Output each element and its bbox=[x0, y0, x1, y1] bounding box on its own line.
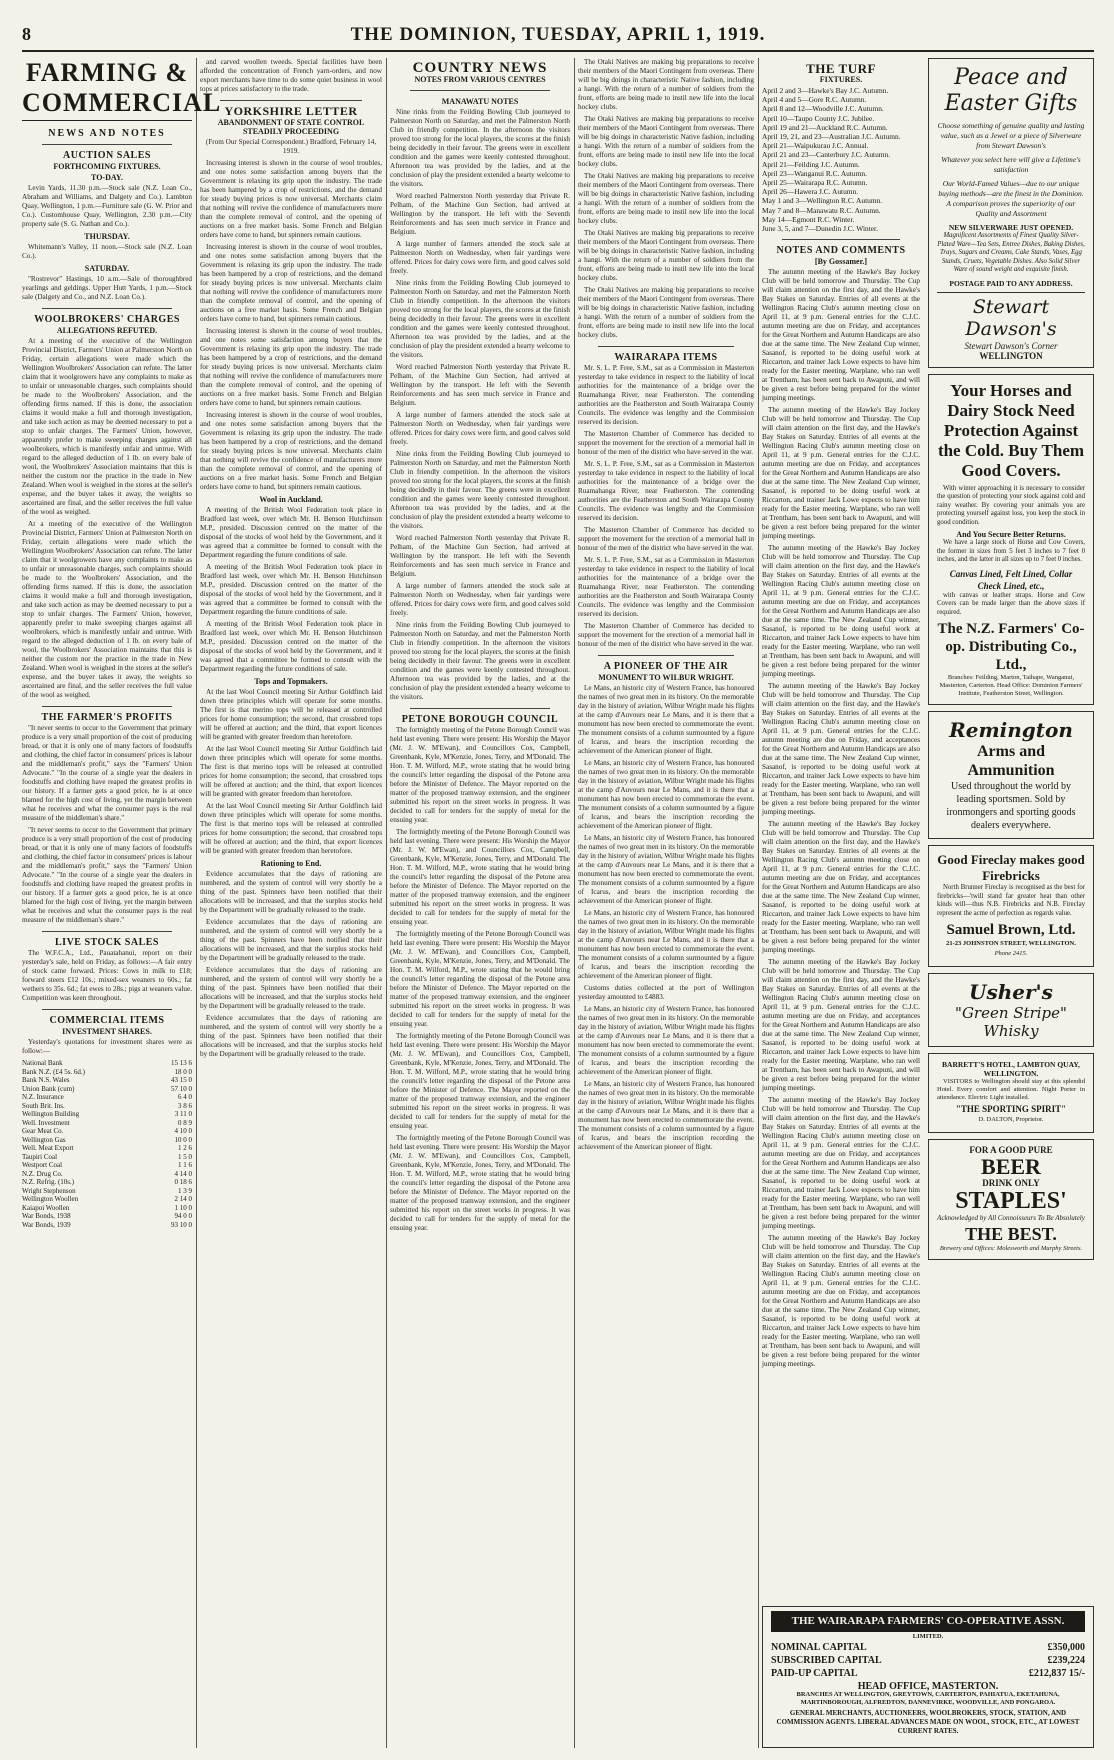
ad-staples-beer bbox=[928, 1139, 1094, 1260]
table-row bbox=[22, 1068, 192, 1077]
column-rule bbox=[758, 58, 759, 1748]
ad-text: LIMITED. bbox=[912, 1633, 944, 1640]
fixture-item: April 19, 21, and 23—Australian J.C. Autumn. bbox=[762, 132, 901, 142]
ad-company: The N.Z. Farmers' Co-op. Distributing Co., Ltd., bbox=[937, 621, 1085, 673]
capital-value: £350,000 bbox=[1047, 1642, 1085, 1653]
table-row bbox=[22, 1076, 192, 1085]
heading-commercial: COMMERCIAL ITEMS bbox=[49, 1015, 165, 1026]
article-text: Nine rinks from the Feilding Bowling Club journeyed to Palmerston North on Saturday, and met the Palmerston North Club in friendly competition. In the afternoon the visitors proved too strong for the local players, the scores at the finish being decidedly in their favour. The greens were in excellent condition and the games were keenly contested throughout. Afternoon tea was provided by the ladies, and at the conclusion of play the president extended a hearty welcome to the visitors. bbox=[390, 450, 570, 530]
ad-wairarapa-farmers bbox=[762, 1606, 1094, 1748]
capital-label: NOMINAL CAPITAL bbox=[771, 1642, 867, 1653]
article-text: The Masterton Chamber of Commerce has decided to support the movement for the erection of a memorial hall in honour of the men of the district who have served in the war. bbox=[578, 430, 754, 456]
share-price: 6 4 0 bbox=[178, 1093, 192, 1101]
article-text: Le Mans, an historic city of Western France, has honoured the names of two great men in its history. On the memorable day in the history of aviation, Wilbur Wright made his flights at the camp d'Auvours near Le Mans, and it is there that a monument has now been erected to commemorate the event. The monument consists of a column surmounted by a figure of Icarus, and bears the inscription recording the achievement of the American pioneer of flight. bbox=[578, 1005, 754, 1076]
divider bbox=[220, 100, 362, 101]
article-text: Word reached Palmerston North yesterday that Private R. Pelham, of the Machine Gun Section, had arrived at Wellington by the transport. He left with the Seventh Reinforcements and has seen much service in France and Belgium. bbox=[390, 363, 570, 407]
ad-horse-covers bbox=[928, 374, 1094, 706]
fixture-item: April 23—Wanganui R.C. Autumn. bbox=[762, 168, 867, 178]
article-text: "It never seems to occur to the Government that primary produce is a very small proportion of the cost of producing bread, or that it is only one of many factors of foodstuffs and clothing, the chief factor in consumers' prices is labour and the middleman's profit," says the "Farmers' Union Advocate." "In the course of a single year the dealers in foodstuffs and clothing have reaped the greatest profits in our history. If a farmer gets a good price, he is at once blamed for the high cost of living, yet the margin between what he receives and what the consumer pays is the real measure of the middleman's share." bbox=[22, 826, 192, 924]
article-text: The W.F.C.A., Ltd., Pauatahanui, report on their yesterday's sale, held on Friday, as follows:—A fair entry of stock came forward. Prices: Cows in milk to £18; forward steers £12 10s.; mixed-sex weaners to 60s.; fat wethers to 35s. 6d.; fat ewes to 28s.; pigs at weaners value. Competition was keen throughout. bbox=[22, 949, 192, 1002]
article-text: The Otaki Natives are making big preparations to receive their members of the Maori Contingent from overseas. There will be big doings in characteristic Native fashion, including a hangi. With the return of a number of soldiers from the front, efforts are being made to instil new life into the local hockey clubs. bbox=[578, 229, 754, 282]
article-text: A meeting of the British Wool Federation took place in Bradford last week, over which Mr. H. Benson Hutchinson M.P., presided. Discussion centred on the matter of the disposal of the stocks of wool held by the Government, and it was agreed that a committee be formed to consult with the Department regarding the future conditions of sale. bbox=[200, 506, 382, 559]
column-country-news bbox=[390, 58, 570, 1748]
page-number: 8 bbox=[22, 24, 31, 44]
fixture-item: April 8 and 12—Woodville J.C. Autumn. bbox=[762, 104, 884, 114]
article-text: Le Mans, an historic city of Western France, has honoured the names of two great men in its history. On the memorable day in the history of aviation, Wilbur Wright made his flights at the camp d'Auvours near Le Mans, and it is there that a monument has now been erected to commemorate the event. The monument consists of a column surmounted by a figure of Icarus, and bears the inscription recording the achievement of the American pioneer of flight. bbox=[578, 834, 754, 905]
article-text: The Otaki Natives are making big preparations to receive their members of the Maori Contingent from overseas. There will be big doings in characteristic Native fashion, including a hangi. With the return of a number of soldiers from the front, efforts are being made to instil new life into the local hockey clubs. bbox=[578, 115, 754, 168]
ad-brand: Stewart Dawson's bbox=[937, 292, 1085, 340]
article-text: Le Mans, an historic city of Western France, has honoured the names of two great men in its history. On the memorable day in the history of aviation, Wilbur Wright made his flights at the camp d'Auvours near Le Mans, and it is there that a monument has now been erected to commemorate the event. The monument consists of a column surmounted by a figure of Icarus, and bears the inscription recording the achievement of the American pioneer of flight. bbox=[578, 909, 754, 980]
ad-title: BARRETT'S HOTEL, LAMBTON QUAY, WELLINGTON. bbox=[942, 1060, 1080, 1078]
ad-brand: Remington bbox=[949, 718, 1073, 742]
fixture-item: April 21—Waipukurau J.C. Annual. bbox=[762, 141, 869, 151]
article-text: The Masterton Chamber of Commerce has decided to support the movement for the erection of a memorial hall in honour of the men of the district who have served in the war. bbox=[578, 622, 754, 648]
table-row bbox=[22, 1085, 192, 1094]
ad-firebricks bbox=[928, 845, 1094, 967]
divider bbox=[410, 708, 550, 709]
ad-text: 21-23 JOHNSTON STREET, WELLINGTON. bbox=[946, 940, 1076, 947]
article-text: Le Mans, an historic city of Western France, has honoured the names of two great men in its history. On the memorable day in the history of aviation, Wilbur Wright made his flights at the camp d'Auvours near Le Mans, and it is there that a monument has now been erected to commemorate the event. The monument consists of a column surmounted by a figure of Icarus, and bears the inscription recording the achievement of the American pioneer of flight. bbox=[578, 1080, 754, 1151]
article-text: Mr. S. L. P. Free, S.M., sat as a Commission in Masterton yesterday to take evidence in respect to the liability of local authorities for the maintenance of a bridge over the Ruamahanga River, near Featherston. The contending authorities are the Featherston and South Wairarapa County Councils. The evidence was lengthy and the Commission reserved its decision. bbox=[578, 460, 754, 522]
article-text: Increasing interest is shown in the course of wool troubles, and one notes some satisfaction among buyers that the Government is relaxing its grip upon the industry. The trade has been hampered by a crop of restrictions, and the demand for steady buying prices is now universal. Merchants claim that nothing will revive the confidence of manufacturers more than the complete removal of control, and the opening of auctions on a free market basis. Some French and Belgian orders have come to hand, but spinners remain cautious. bbox=[200, 411, 382, 491]
ad-remington bbox=[928, 711, 1094, 839]
share-price: 3 11 0 bbox=[174, 1110, 192, 1118]
section-title: FARMING & COMMERCIAL bbox=[22, 58, 192, 121]
ad-text: With winter approaching it is necessary to consider the question of protecting your stock against cold and rainy weather. By covering your animals you are protecting yourself against loss, you keep the stock in good condition. bbox=[937, 484, 1085, 526]
table-row bbox=[22, 1144, 192, 1153]
share-name: N.Z. Drug Co. bbox=[22, 1169, 63, 1178]
subheading: ABANDONMENT OF STATE CONTROL STEADILY PROCEEDING bbox=[217, 118, 365, 136]
masthead-title: THE DOMINION, TUESDAY, APRIL 1, 1919. bbox=[350, 24, 766, 45]
ad-title: BEER bbox=[981, 1154, 1041, 1179]
article-text: Word reached Palmerston North yesterday that Private R. Pelham, of the Machine Gun Section, had arrived at Wellington by the transport. He left with the Seventh Reinforcements and has seen much service in France and Belgium. bbox=[390, 534, 570, 578]
subheading: FORTHCOMING FIXTURES. bbox=[53, 162, 161, 171]
article-text: The Otaki Natives are making big preparations to receive their members of the Maori Contingent from overseas. There will be big doings in characteristic Native fashion, including a hangi. With the return of a number of soldiers from the front, efforts are being made to instil new life into the local hockey clubs. bbox=[578, 172, 754, 225]
subheading: Tops and Topmakers. bbox=[254, 677, 328, 686]
capital-row bbox=[771, 1641, 1085, 1654]
ad-text: VISITORS to Wellington should stay at this splendid Hotel. Every comfort and attention. Night Porter in attendance. Electric Light installed. bbox=[937, 1078, 1085, 1101]
ad-heading: HEAD OFFICE, MASTERTON. bbox=[857, 1681, 999, 1692]
article-text: A large number of farmers attended the stock sale at Palmerston North on Wednesday, when fair yardings were offered. Prices for dairy cows were firm, and good calves sold freely. bbox=[390, 411, 570, 446]
divider bbox=[782, 239, 900, 240]
ad-text: GENERAL MERCHANTS, AUCTIONEERS, WOOLBROKERS, STOCK, STATION, AND COMMISSION AGENTS. LIBERAL ADVANCES MADE ON WOOL, STOCK, ETC., AT LOWEST CURRENT RATES. bbox=[776, 1709, 1080, 1735]
fixture-item: April 10—Taupo County J.C. Jubilee. bbox=[762, 113, 875, 123]
article-text: The Otaki Natives are making big preparations to receive their members of the Maori Contingent from overseas. There will be big doings in characteristic Native fashion, including a hangi. With the return of a number of soldiers from the front, efforts are being made to instil new life into the local hockey clubs. bbox=[578, 286, 754, 339]
share-price: 4 14 0 bbox=[174, 1169, 192, 1178]
table-row bbox=[22, 1153, 192, 1162]
fixture-item: April 26—Hawera J.C. Autumn. bbox=[762, 187, 859, 197]
share-name: N.Z. Insurance bbox=[22, 1093, 64, 1101]
article-text: The Otaki Natives are making big preparations to receive their members of the Maori Contingent from overseas. There will be big doings in characteristic Native fashion, including a hangi. With the return of a number of soldiers from the front, efforts are being made to instil new life into the local hockey clubs. bbox=[578, 58, 754, 111]
ad-heading: NEW SILVERWARE JUST OPENED. bbox=[948, 223, 1074, 232]
share-name: Wellington Woollen bbox=[22, 1195, 79, 1203]
subheading: Wool in Auckland. bbox=[259, 495, 323, 504]
divider bbox=[598, 655, 734, 656]
ad-text: BRANCHES AT WELLINGTON, GREYTOWN, CARTERTON, PAHIATUA, EKETAHUNA, MARTINBOROUGH, ALFREDTON, DANNEVIRKE, WOODVILLE, AND PONGAROA. bbox=[796, 1691, 1060, 1706]
ad-heading: Canvas Lined, Felt Lined, Collar Check Lined, etc., bbox=[949, 568, 1073, 591]
share-name: N.Z. Refrig. (10s.) bbox=[22, 1178, 75, 1186]
ad-title: Your Horses and Dairy Stock Need Protection Against the Cold. Buy Them Good Covers. bbox=[937, 380, 1085, 480]
article-text: The autumn meeting of the Hawke's Bay Jockey Club will be held tomorrow and Thursday. The Cup will claim attention on the first day, and the Hawke's Bay Stakes on Saturday. Entries of all events at the Wellington Racing Club's autumn meeting close on April 11, at 9 p.m. General entries for the C.J.C. autumn meeting are due on Friday, and acceptances for the Great Northern and Autumn Handicaps are also due at the same time. The New Zealand Cup winner, Sasanof, is reported to be doing useful work at Riccarton, and trainer Jack Lowe expects to have him ready for the Easter meeting. Warplane, who ran well at Trentham, has been sent back to Awapuni, and will be given a rest before being prepared for the winter jumping meetings. bbox=[762, 1234, 920, 1369]
ad-barretts-hotel bbox=[928, 1053, 1094, 1133]
article-text: The autumn meeting of the Hawke's Bay Jockey Club will be held tomorrow and Thursday. The Cup will claim attention on the first day, and the Hawke's Bay Stakes on Saturday. Entries of all events at the Wellington Racing Club's autumn meeting close on April 11, at 9 p.m. General entries for the C.J.C. autumn meeting are due on Friday, and acceptances for the Great Northern and Autumn Handicaps are also due at the same time. The New Zealand Cup winner, Sasanof, is reported to be doing useful work at Riccarton, and trainer Jack Lowe expects to have him ready for the Easter meeting. Warplane, who ran well at Trentham, has been sent back to Awapuni, and will be given a rest before being prepared for the winter jumping meetings. bbox=[762, 682, 920, 817]
table-row bbox=[22, 1059, 192, 1068]
share-price: 18 0 0 bbox=[174, 1067, 192, 1076]
ad-brand: STAPLES' bbox=[955, 1188, 1067, 1214]
byline: [By Gossamer.] bbox=[814, 257, 868, 267]
section-subtitle: NEWS AND NOTES bbox=[48, 128, 166, 139]
table-row bbox=[22, 1204, 192, 1213]
ad-usher-whisky bbox=[928, 973, 1094, 1047]
article-text: Le Mans, an historic city of Western France, has honoured the names of two great men in its history. On the memorable day in the history of aviation, Wilbur Wright made his flights at the camp d'Auvours near Le Mans, and it is there that a monument has now been erected to commemorate the event. The monument consists of a column surmounted by a figure of Icarus, and bears the inscription recording the achievement of the American pioneer of flight. bbox=[578, 759, 754, 830]
article-text: The fortnightly meeting of the Petone Borough Council was held last evening. There were present: His Worship the Mayor (Mr. J. W. M'Ewan), and Councillors Cox, Campbell, Greenbank, Kyle, M'Kenzie, Jones, Terry, and M'Donald. The Hon. T. M. Wilford, M.P., wrote stating that he would bring the council's letter regarding the disposal of the Petone area before the Minister of Defence. The Mayor reported on the matter of the proposed tramway extension, and the engineer submitted his report on the street works in progress. It was decided to call for tenders for the supply of metal for the ensuing year. bbox=[390, 828, 570, 926]
ad-text: Our World-Famed Values—due to our unique buying methods—are the finest in the Dominion. A comparison proves the superiority of our Quality and Assortment bbox=[938, 179, 1084, 218]
article-text: Increasing interest is shown in the course of wool troubles, and one notes some satisfaction among buyers that the Government is relaxing its grip upon the industry. The trade has been hampered by a crop of restrictions, and the demand for steady buying prices is now universal. Merchants claim that nothing will revive the confidence of manufacturers more than the complete removal of control, and the opening of auctions on a free market basis. Some French and Belgian orders have come to hand, but spinners remain cautious. bbox=[200, 327, 382, 407]
table-row bbox=[22, 1136, 192, 1145]
share-name: Westport Coal bbox=[22, 1161, 63, 1169]
ad-text: Branches: Feilding, Marton, Taihape, Wanganui, Masterton, Carterton. Head Office: Dominion Farmers' Institute, Featherston Street, Wellington. bbox=[939, 674, 1083, 697]
table-row bbox=[22, 1187, 192, 1196]
table-row bbox=[22, 1110, 192, 1119]
article-text: Nine rinks from the Feilding Bowling Club journeyed to Palmerston North on Saturday, and met the Palmerston North Club in friendly competition. In the afternoon the visitors proved too strong for the local players, the scores at the finish being decidedly in their favour. The greens were in excellent condition and the games were keenly contested throughout. Afternoon tea was provided by the ladies, and at the conclusion of play the president extended a hearty welcome to the visitors. bbox=[390, 621, 570, 701]
share-price: 2 14 0 bbox=[174, 1195, 192, 1203]
fixture-item: May 1 and 3—Wellington R.C. Autumn. bbox=[762, 196, 883, 206]
ad-heading: And You Secure Better Returns. bbox=[956, 530, 1066, 539]
article-text: Evidence accumulates that the days of rationing are numbered, and the system of control will very shortly be a thing of the past. Spinners have been notified that their allocations will be increased, and that the surplus stocks held by the Department will be gradually released to the trade. bbox=[200, 966, 382, 1010]
column-rule bbox=[386, 58, 387, 1748]
fixture-item: June 3, 5, and 7—Dunedin J.C. Winter. bbox=[762, 224, 878, 234]
share-name: Well. Meat Export bbox=[22, 1144, 74, 1152]
capital-label: PAID-UP CAPITAL bbox=[771, 1668, 858, 1679]
masthead bbox=[22, 22, 1094, 52]
ad-title: THE WAIRARAPA FARMERS' CO-OPERATIVE ASSN. bbox=[771, 1611, 1085, 1632]
column-local-items bbox=[578, 58, 754, 1748]
article-text: Nine rinks from the Feilding Bowling Club journeyed to Palmerston North on Saturday, and met the Palmerston North Club in friendly competition. In the afternoon the visitors proved too strong for the local players, the scores at the finish being decidedly in their favour. The greens were in excellent condition and the games were keenly contested throughout. Afternoon tea was provided by the ladies, and at the conclusion of play the president extended a hearty welcome to the visitors. bbox=[390, 108, 570, 188]
article-text: Evidence accumulates that the days of rationing are numbered, and the system of control will very shortly be a thing of the past. Spinners have been notified that their allocations will be increased, and that the surplus stocks held by the Department will be gradually released to the trade. bbox=[200, 918, 382, 962]
share-price: 57 10 0 bbox=[171, 1084, 192, 1093]
heading-pioneer-air: A PIONEER OF THE AIR bbox=[603, 661, 729, 672]
article-text: At the last Wool Council meeting Sir Arthur Goldfinch laid down three principles which will operate for some months. The first is that merino tops will be released at controlled prices for home consumption; the second, that crossbred tops will be offered at auction; and the third, that export licences will be granted with greater freedom than heretofore. bbox=[200, 802, 382, 855]
subheading: FIXTURES. bbox=[819, 75, 863, 84]
divider bbox=[42, 144, 172, 145]
subheading: THURSDAY. bbox=[84, 232, 130, 241]
advertisements bbox=[928, 58, 1094, 1748]
divider bbox=[42, 1009, 172, 1010]
subheading: MANAWATU NOTES bbox=[441, 97, 519, 106]
article-text: The fortnightly meeting of the Petone Borough Council was held last evening. There were present: His Worship the Mayor (Mr. J. W. M'Ewan), and Councillors Cox, Campbell, Greenbank, Kyle, M'Kenzie, Jones, Terry, and M'Donald. The Hon. T. M. Wilford, M.P., wrote stating that he would bring the council's letter regarding the disposal of the Petone area before the Minister of Defence. The Mayor reported on the matter of the proposed tramway extension, and the engineer submitted his report on the street works in progress. It was decided to call for tenders for the supply of metal for the ensuing year. bbox=[390, 726, 570, 824]
fixture-item: May 14—Egmont R.C. Winter. bbox=[762, 214, 855, 224]
article-text: A large number of farmers attended the stock sale at Palmerston North on Wednesday, when fair yardings were offered. Prices for dairy cows were firm, and good calves sold freely. bbox=[390, 582, 570, 617]
ad-text: Phone 2415. bbox=[994, 950, 1028, 957]
table-row bbox=[22, 1178, 192, 1187]
article-text: Increasing interest is shown in the course of wool troubles, and one notes some satisfaction among buyers that the Government is relaxing its grip upon the industry. The trade has been hampered by a crop of restrictions, and the demand for steady buying prices is now universal. Merchants claim that nothing will revive the confidence of manufacturers more than the complete removal of control, and the opening of auctions on a free market basis. Some French and Belgian orders have come to hand, but spinners remain cautious. bbox=[200, 159, 382, 239]
article-text: The autumn meeting of the Hawke's Bay Jockey Club will be held tomorrow and Thursday. The Cup will claim attention on the first day, and the Hawke's Bay Stakes on Saturday. Entries of all events at the Wellington Racing Club's autumn meeting close on April 11, at 9 p.m. General entries for the C.J.C. autumn meeting are due on Friday, and acceptances for the Great Northern and Autumn Handicaps are also due at the same time. The New Zealand Cup winner, Sasanof, is reported to be doing useful work at Riccarton, and trainer Jack Lowe expects to have him ready for the Easter meeting. Warplane, who ran well at Trentham, has been sent back to Awapuni, and will be given a rest before being prepared for the winter jumping meetings. bbox=[762, 544, 920, 679]
article-text: Customs duties collected at the port of Wellington yesterday amounted to £4883. bbox=[578, 984, 754, 1001]
table-row bbox=[22, 1093, 192, 1102]
ad-text: with canvas or leather straps. Horse and Cow Covers can be made larger than the above sizes if required. bbox=[937, 591, 1085, 616]
article-text: Le Mans, an historic city of Western France, has honoured the names of two great men in its history. On the memorable day in the history of aviation, Wilbur Wright made his flights at the camp d'Auvours near Le Mans, and it is there that a monument has now been erected to commemorate the event. The monument consists of a column surmounted by a figure of Icarus, and bears the inscription recording the achievement of the American pioneer of flight. bbox=[578, 684, 754, 755]
fixture-item: April 25—Wairarapa R.C. Autumn. bbox=[762, 178, 868, 188]
heading-petone-council: PETONE BOROUGH COUNCIL bbox=[401, 714, 559, 725]
ad-title: Peace and Easter Gifts bbox=[944, 65, 1078, 116]
share-name: Taupiri Coal bbox=[22, 1152, 58, 1161]
shares-table bbox=[22, 1059, 192, 1229]
ad-text: We have a large stock of Horse and Cow Covers, the former in sizes from 5 feet 3 inches to 7 feet 0 inches, and the latter in all sizes up to 7 feet 0 inches. bbox=[937, 539, 1085, 563]
ad-company: Samuel Brown, Ltd. bbox=[946, 922, 1076, 938]
share-name: War Bonds, 1938 bbox=[22, 1212, 71, 1220]
ad-peace-easter-gifts bbox=[928, 58, 1094, 368]
article-text: A meeting of the British Wool Federation took place in Bradford last week, over which Mr. H. Benson Hutchinson M.P., presided. Discussion centred on the matter of the disposal of the stocks of wool held by the Government, and it was agreed that a committee be formed to consult with the Department regarding the future conditions of sale. bbox=[200, 563, 382, 616]
ad-title: Good Fireclay makes good Firebricks bbox=[937, 852, 1085, 883]
article-text: Yesterday's quotations for investment shares were as follow:— bbox=[22, 1038, 192, 1055]
article-text: The fortnightly meeting of the Petone Borough Council was held last evening. There were present: His Worship the Mayor (Mr. J. W. M'Ewan), and Councillors Cox, Campbell, Greenbank, Kyle, M'Kenzie, Jones, Terry, and M'Donald. The Hon. T. M. Wilford, M.P., wrote stating that he would bring the council's letter regarding the disposal of the Petone area before the Minister of Defence. The Mayor reported on the matter of the proposed tramway extension, and the engineer submitted his report on the street works in progress. It was decided to call for tenders for the supply of metal for the ensuing year. bbox=[390, 1032, 570, 1130]
share-name: Wright Stephenson bbox=[22, 1186, 76, 1195]
table-row bbox=[22, 1161, 192, 1170]
divider bbox=[42, 308, 172, 309]
share-name: South Brit. Ins. bbox=[22, 1101, 65, 1110]
article-text: Mr. S. L. P. Free, S.M., sat as a Commission in Masterton yesterday to take evidence in respect to the liability of local authorities for the maintenance of a bridge over the Ruamahanga River, near Featherston. The contending authorities are the Featherston and South Wairarapa County Councils. The evidence was lengthy and the Commission reserved its decision. bbox=[578, 556, 754, 618]
article-text: "Rostrevor" Hastings, 10 a.m.—Sale of thoroughbred yearlings and geldings. Upper Hutt Yards, 1 p.m.—Stock sale (Dalgety and Co., and N.Z. Loan Co.). bbox=[22, 275, 192, 301]
share-price: 0 8 9 bbox=[178, 1118, 192, 1127]
share-name: Well. Investment bbox=[22, 1118, 70, 1127]
ad-text: D. DALTON, Proprietor. bbox=[978, 1116, 1044, 1123]
heading-live-stock: LIVE STOCK SALES bbox=[55, 937, 159, 948]
article-text: The autumn meeting of the Hawke's Bay Jockey Club will be held tomorrow and Thursday. The Cup will claim attention on the first day, and the Hawke's Bay Stakes on Saturday. Entries of all events at the Wellington Racing Club's autumn meeting close on April 11, at 9 p.m. General entries for the C.J.C. autumn meeting are due on Friday, and acceptances for the Great Northern and Autumn Handicaps are also due at the same time. The New Zealand Cup winner, Sasanof, is reported to be doing useful work at Riccarton, and trainer Jack Lowe expects to have him ready for the Easter meeting. Warplane, who ran well at Trentham, has been sent back to Awapuni, and will be given a rest before being prepared for the winter jumping meetings. bbox=[762, 268, 920, 403]
ad-text: Magnificent Assortments of Finest Quality Silver-Plated Ware—Tea Sets, Entree Dishes, Baking Dishes, Trays, Sugars and Creams, Cake Stands, Vases, Egg Stands, Cruets, Vegetable Dishes. Also Solid Silver Ware of sound weight and exquisite finish. bbox=[937, 232, 1085, 273]
fixture-item: April 2 and 3—Hawke's Bay J.C. Autumn. bbox=[762, 86, 889, 95]
fixture-item: April 21 and 23—Canterbury J.C. Autumn. bbox=[762, 150, 891, 160]
capital-row bbox=[771, 1654, 1085, 1667]
share-name: War Bonds, 1939 bbox=[22, 1220, 71, 1229]
divider bbox=[42, 931, 172, 932]
article-text: The autumn meeting of the Hawke's Bay Jockey Club will be held tomorrow and Thursday. The Cup will claim attention on the first day, and the Hawke's Bay Stakes on Saturday. Entries of all events at the Wellington Racing Club's autumn meeting close on April 11, at 9 p.m. General entries for the C.J.C. autumn meeting are due on Friday, and acceptances for the Great Northern and Autumn Handicaps are also due at the same time. The New Zealand Cup winner, Sasanof, is reported to be doing useful work at Riccarton, and trainer Jack Lowe expects to have him ready for the Easter meeting. Warplane, who ran well at Trentham, has been sent back to Awapuni, and will be given a rest before being prepared for the winter jumping meetings. bbox=[762, 820, 920, 955]
share-name: Kaiapoi Woollen bbox=[22, 1203, 70, 1212]
ad-text: North Brunner Fireclay is recognised as the best for firebricks—'twill stand far greater heat than other kinds will—thus N.B. Firebricks and N.B. Fireclay represent the acme of perfection as regards value. bbox=[937, 884, 1085, 917]
article-text: At a meeting of the executive of the Wellington Provincial District, Farmers' Union at Palmerston North on Friday, certain allegations were made which the Wellington Woolbrokers' Association can refute. The latter claim that it woolgrowers have any complaints to make as to unfair or unreasonable charges, such complaints should be made to the Woolbrokers' Association, and the offending firms named. If this is done, the association claims it would make a full and thorough investigation, and take such action as may be deemed necessary to put a stop to unfair charges. The Farmers' Union, however, apparently prefer to make sweeping charges against all woolbrokers, which is manifestly unfair and untrue. With regard to the alleged deduction of 1 lb. on every bale of wool, the Woolbrokers' Association maintains that this is neither the custom nor the practice in the trade in New Zealand. When wool is weighed in the stores at the seller's expense, and the buyer takes it away, the weights so ascertained are final, and the seller receives the full value of the wool as weighed. bbox=[22, 337, 192, 516]
article-text: The autumn meeting of the Hawke's Bay Jockey Club will be held tomorrow and Thursday. The Cup will claim attention on the first day, and the Hawke's Bay Stakes on Saturday. Entries of all events at the Wellington Racing Club's autumn meeting close on April 11, at 9 p.m. General entries for the C.J.C. autumn meeting are due on Friday, and acceptances for the Great Northern and Autumn Handicaps are also due at the same time. The New Zealand Cup winner, Sasanof, is reported to be doing useful work at Riccarton, and trainer Jack Lowe expects to have him ready for the Easter meeting. Warplane, who ran well at Trentham, has been sent back to Awapuni, and will be given a rest before being prepared for the winter jumping meetings. bbox=[762, 1096, 920, 1231]
table-row bbox=[22, 1212, 192, 1221]
article-text: At a meeting of the executive of the Wellington Provincial District, Farmers' Union at Palmerston North on Friday, certain allegations were made which the Wellington Woolbrokers' Association can refute. The latter claim that it woolgrowers have any complaints to make as to unfair or unreasonable charges, such complaints should be made to the Woolbrokers' Association, and the offending firms named. If this is done, the association claims it would make a full and thorough investigation, and take such action as may be deemed necessary to put a stop to unfair charges. The Farmers' Union, however, apparently prefer to make sweeping charges against all woolbrokers, which is manifestly unfair and untrue. With regard to the alleged deduction of 1 lb. on every bale of wool, the Woolbrokers' Association maintains that this is neither the custom nor the practice in the trade in New Zealand. When wool is weighed in the stores at the seller's expense, and the buyer takes it away, the weights so ascertained are final, and the seller receives the full value of the wool as weighed. bbox=[22, 520, 192, 699]
article-text: At the last Wool Council meeting Sir Arthur Goldfinch laid down three principles which will operate for some months. The first is that merino tops will be released at controlled prices for home consumption; the second, that crossbred tops will be offered at auction; and the third, that export licences will be granted with greater freedom than heretofore. bbox=[200, 688, 382, 741]
subheading: MONUMENT TO WILBUR WRIGHT. bbox=[598, 673, 734, 682]
share-name: Bank N.Z. (£4 5s. 6d.) bbox=[22, 1067, 85, 1076]
share-name: National Bank bbox=[22, 1059, 63, 1067]
heading-country-news: COUNTRY NEWS bbox=[412, 60, 548, 76]
article-text: Whitemann's Valley, 11 noon.—Stock sale (N.Z. Loan Co.). bbox=[22, 243, 192, 260]
share-price: 94 0 0 bbox=[174, 1212, 192, 1220]
heading-turf: THE TURF bbox=[806, 61, 876, 76]
ad-title: Arms and Ammunition bbox=[967, 743, 1055, 779]
column-rule bbox=[196, 58, 197, 1748]
ad-text: WELLINGTON bbox=[979, 350, 1043, 361]
share-price: 1 3 9 bbox=[178, 1186, 192, 1195]
byline: (From Our Special Correspondent.) Bradford, February 14, 1919. bbox=[205, 138, 377, 155]
fixture-item: May 7 and 8—Manawatu R.C. Autumn. bbox=[762, 205, 881, 215]
article-text: Evidence accumulates that the days of rationing are numbered, and the system of control will very shortly be a thing of the past. Spinners have been notified that their allocations will be increased, and that the surplus stocks held by the Department will be gradually released to the trade. bbox=[200, 870, 382, 914]
article-text: The fortnightly meeting of the Petone Borough Council was held last evening. There were present: His Worship the Mayor (Mr. J. W. M'Ewan), and Councillors Cox, Campbell, Greenbank, Kyle, M'Kenzie, Jones, Terry, and M'Donald. The Hon. T. M. Wilford, M.P., wrote stating that he would bring the council's letter regarding the disposal of the Petone area before the Minister of Defence. The Mayor reported on the matter of the proposed tramway extension, and the engineer submitted his report on the street works in progress. It was decided to call for tenders for the supply of metal for the ensuing year. bbox=[390, 930, 570, 1028]
capital-label: SUBSCRIBED CAPITAL bbox=[771, 1655, 882, 1666]
ad-title: "Green Stripe" Whisky bbox=[955, 1004, 1067, 1040]
ad-text: DRINK ONLY bbox=[982, 1178, 1040, 1188]
column-turf-and-ads bbox=[762, 58, 1094, 1748]
article-text: The autumn meeting of the Hawke's Bay Jockey Club will be held tomorrow and Thursday. The Cup will claim attention on the first day, and the Hawke's Bay Stakes on Saturday. Entries of all events at the Wellington Racing Club's autumn meeting close on April 11, at 9 p.m. General entries for the C.J.C. autumn meeting are due on Friday, and acceptances for the Great Northern and Autumn Handicaps are also due at the same time. The New Zealand Cup winner, Sasanof, is reported to be doing useful work at Riccarton, and trainer Jack Lowe expects to have him ready for the Easter meeting. Warplane, who ran well at Trentham, has been sent back to Awapuni, and will be given a rest before being prepared for the winter jumping meetings. bbox=[762, 958, 920, 1093]
capital-row bbox=[771, 1667, 1085, 1680]
article-text: Evidence accumulates that the days of rationing are numbered, and the system of control will very shortly be a thing of the past. Spinners have been notified that their allocations will be increased, and that the surplus stocks held by the Department will be gradually released to the trade. bbox=[200, 1014, 382, 1058]
subheading: SATURDAY. bbox=[84, 264, 130, 273]
article-text: Word reached Palmerston North yesterday that Private R. Pelham, of the Machine Gun Section, had arrived at Wellington by the transport. He left with the Seventh Reinforcements and has seen much service in France and Belgium. bbox=[390, 192, 570, 236]
ad-text: FOR A GOOD PURE bbox=[969, 1145, 1053, 1155]
table-row bbox=[22, 1221, 192, 1230]
divider bbox=[598, 346, 734, 347]
heading-notes-comments: NOTES AND COMMENTS bbox=[776, 245, 906, 257]
article-text: The Masterton Chamber of Commerce has decided to support the movement for the erection of a memorial hall in honour of the men of the district who have served in the war. bbox=[578, 526, 754, 552]
ad-text: Used throughout the world by leading sportsmen. Sold by ironmongers and sporting goods dealers everywhere. bbox=[946, 781, 1076, 831]
ad-heading: POSTAGE PAID TO ANY ADDRESS. bbox=[949, 278, 1073, 288]
capital-value: £212,837 15/- bbox=[1028, 1668, 1085, 1679]
share-name: Union Bank (cum) bbox=[22, 1084, 75, 1093]
share-name: Bank N.S. Wales bbox=[22, 1076, 70, 1084]
subheading: TO-DAY. bbox=[91, 173, 123, 182]
article-text: The fortnightly meeting of the Petone Borough Council was held last evening. There were present: His Worship the Mayor (Mr. J. W. M'Ewan), and Councillors Cox, Campbell, Greenbank, Kyle, M'Kenzie, Jones, Terry, and M'Donald. The Hon. T. M. Wilford, M.P., wrote stating that he would bring the council's letter regarding the disposal of the Petone area before the Minister of Defence. The Mayor reported on the matter of the proposed tramway extension, and the engineer submitted his report on the street works in progress. It was decided to call for tenders for the supply of metal for the ensuing year. bbox=[390, 1134, 570, 1232]
article-text: The autumn meeting of the Hawke's Bay Jockey Club will be held tomorrow and Thursday. The Cup will claim attention on the first day, and the Hawke's Bay Stakes on Saturday. Entries of all events at the Wellington Racing Club's autumn meeting close on April 11, at 9 p.m. General entries for the C.J.C. autumn meeting are due on Friday, and acceptances for the Great Northern and Autumn Handicaps are also due at the same time. The New Zealand Cup winner, Sasanof, is reported to be doing useful work at Riccarton, and trainer Jack Lowe expects to have him ready for the Easter meeting. Warplane, who ran well at Trentham, has been sent back to Awapuni, and will be given a rest before being prepared for the winter jumping meetings. bbox=[762, 406, 920, 541]
article-text: At the last Wool Council meeting Sir Arthur Goldfinch laid down three principles which will operate for some months. The first is that merino tops will be released at controlled prices for home consumption; the second, that crossbred tops will be offered at auction; and the third, that export licences will be granted with greater freedom than heretofore. bbox=[200, 745, 382, 798]
article-text: Nine rinks from the Feilding Bowling Club journeyed to Palmerston North on Saturday, and met the Palmerston North Club in friendly competition. In the afternoon the visitors proved too strong for the local players, the scores at the finish being decidedly in their favour. The greens were in excellent condition and the games were keenly contested throughout. Afternoon tea was provided by the ladies, and at the conclusion of play the president extended a hearty welcome to the visitors. bbox=[390, 279, 570, 359]
column-yorkshire bbox=[200, 58, 382, 1748]
fixtures-list bbox=[762, 86, 920, 233]
article-text: A meeting of the British Wool Federation took place in Bradford last week, over which Mr. H. Benson Hutchinson M.P., presided. Discussion centred on the matter of the disposal of the stocks of wool held by the Government, and it was agreed that a committee be formed to consult with the Department regarding the future conditions of sale. bbox=[200, 620, 382, 673]
ad-heading: "THE SPORTING SPIRIT" bbox=[955, 1104, 1067, 1114]
article-text: "It never seems to occur to the Government that primary produce is a very small proportion of the cost of producing bread, or that it is only one of many factors of foodstuffs and clothing, the chief factor in consumers' prices is labour and the middleman's profit," says the "Farmers' Union Advocate." "In the course of a single year the dealers in foodstuffs and clothing have reaped the greatest profits in our history. If a farmer gets a good price, he is at once blamed for the high cost of living, yet the margin between what he receives and what the consumer pays is the real measure of the middleman's share." bbox=[22, 724, 192, 822]
share-price: 1 2 6 bbox=[178, 1144, 192, 1152]
article-text: and carved woollen tweeds. Special facilities have been afforded the concentration of French yarn-orders, and now export merchants have time to do some quiet business in wool tops at prices satisfactory to the trade. bbox=[200, 58, 382, 93]
column-farming bbox=[22, 58, 222, 1748]
share-price: 10 0 0 bbox=[174, 1135, 192, 1144]
table-row bbox=[22, 1170, 192, 1179]
share-price: 1 1 6 bbox=[178, 1161, 192, 1169]
divider bbox=[42, 706, 172, 707]
ad-text: Acknowledged by All Connoisseurs To Be Absolutely bbox=[937, 1214, 1085, 1222]
share-name: Gear Meat Co. bbox=[22, 1127, 64, 1135]
subheading: INVESTMENT SHARES. bbox=[62, 1027, 152, 1036]
heading-farmers-profits: THE FARMER'S PROFITS bbox=[41, 712, 173, 723]
article-text: A large number of farmers attended the stock sale at Palmerston North on Wednesday, when fair yardings were offered. Prices for dairy cows were firm, and good calves sold freely. bbox=[390, 240, 570, 275]
ad-brand: Usher's bbox=[969, 980, 1053, 1004]
divider bbox=[410, 90, 550, 91]
ad-text: THE BEST. bbox=[965, 1224, 1057, 1244]
share-price: 93 10 0 bbox=[171, 1220, 192, 1229]
share-price: 43 15 0 bbox=[171, 1076, 192, 1084]
ad-text: Choose something of genuine quality and lasting value, such as a Jewel or a piece of Silverware from Stewart Dawson's bbox=[937, 121, 1085, 150]
share-name: Wellington Gas bbox=[22, 1135, 66, 1144]
article-text: Levin Yards, 11.30 p.m.—Stock sale (N.Z. Loan Co., Abraham and Williams, and Dalgety and Co.). Lambton Quay, Wellington, 1 p.m.—Furniture sale (G. W. Prior and Co.). Customhouse Quay, Wellington, 2.30 p.m.—City property sale (S. G. Nathan and Co.). bbox=[22, 184, 192, 228]
share-price: 4 10 0 bbox=[174, 1127, 192, 1135]
ad-text: Whatever you select here will give a Lifetime's satisfaction bbox=[941, 155, 1081, 174]
ad-text: Brewery and Offices: Molesworth and Murphy Streets. bbox=[939, 1245, 1083, 1252]
share-name: Wellington Building bbox=[22, 1110, 80, 1118]
share-price: 1 10 0 bbox=[174, 1203, 192, 1212]
heading-wairarapa-items: WAIRARAPA ITEMS bbox=[614, 352, 718, 363]
column-rule bbox=[574, 58, 575, 1748]
table-row bbox=[22, 1119, 192, 1128]
capital-value: £239,224 bbox=[1047, 1655, 1085, 1666]
share-price: 3 8 6 bbox=[178, 1101, 192, 1110]
turf-section bbox=[762, 58, 920, 1748]
fixture-item: April 19 and 21—Auckland R.C. Autumn. bbox=[762, 122, 888, 132]
capital-list bbox=[771, 1641, 1085, 1680]
article-text: Increasing interest is shown in the course of wool troubles, and one notes some satisfaction among buyers that the Government is relaxing its grip upon the industry. The trade has been hampered by a crop of restrictions, and the demand for steady buying prices is now universal. Merchants claim that nothing will revive the confidence of manufacturers more than the complete removal of control, and the opening of auctions on a free market basis. Some French and Belgian orders have come to hand, but spinners remain cautious. bbox=[200, 243, 382, 323]
fixture-item: April 4 and 5—Gore R.C. Autumn. bbox=[762, 95, 867, 105]
subheading: NOTES FROM VARIOUS CENTRES bbox=[414, 75, 546, 84]
table-row bbox=[22, 1127, 192, 1136]
subheading: Rationing to End. bbox=[260, 859, 322, 868]
heading-yorkshire-letter: YORKSHIRE LETTER bbox=[224, 104, 358, 118]
subheading: ALLEGATIONS REFUTED. bbox=[56, 326, 158, 335]
ad-text: Stewart Dawson's Corner bbox=[964, 340, 1058, 351]
table-row bbox=[22, 1195, 192, 1204]
share-price: 15 13 6 bbox=[171, 1059, 192, 1067]
share-price: 1 5 0 bbox=[178, 1152, 192, 1161]
fixture-item: April 21—Feilding J.C. Autumn. bbox=[762, 159, 860, 169]
heading-auction-sales: AUCTION SALES bbox=[63, 150, 151, 161]
table-row bbox=[22, 1102, 192, 1111]
article-text: Mr. S. L. P. Free, S.M., sat as a Commission in Masterton yesterday to take evidence in respect to the liability of local authorities for the maintenance of a bridge over the Ruamahanga River, near Featherston. The contending authorities are the Featherston and South Wairarapa County Councils. The evidence was lengthy and the Commission reserved its decision. bbox=[578, 364, 754, 426]
heading-woolbrokers: WOOLBROKERS' CHARGES bbox=[34, 314, 180, 325]
share-price: 0 18 6 bbox=[174, 1178, 192, 1186]
